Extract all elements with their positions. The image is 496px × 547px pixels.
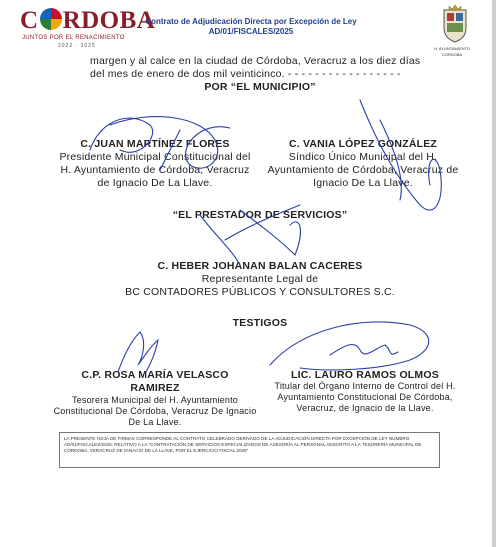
lauro-role-line-3: Veracruz, de Ignacio de la Llave. <box>296 403 434 413</box>
lauro-signature <box>270 322 429 370</box>
rosa-name-line-1: C.P. ROSA MARÍA VELASCO <box>81 369 229 381</box>
rosa-role-line-3: De La Llave. <box>128 417 182 427</box>
juan-role-line-2: H. Ayuntamiento de Córdoba, Veracruz <box>60 164 250 176</box>
vania-name: C. VANIA LÓPEZ GONZÁLEZ <box>288 138 438 150</box>
juan-role-line-3: de Ignacio De La Llave. <box>97 177 213 189</box>
vania-role-line-1: Síndico Único Municipal del H. <box>288 151 438 163</box>
municipio-heading: POR “EL MUNICIPIO” <box>204 81 316 93</box>
heber-role-line-1: Representante Legal de <box>201 273 319 285</box>
cordoba-logo: C RDOBA <box>20 7 156 34</box>
vania-role-line-2: Ayuntamiento de Córdoba, Veracruz de <box>267 164 459 176</box>
rosa-name-line-2: RAMIREZ <box>130 382 180 394</box>
footer-note: LA PRESENTE HOJA DE FIRMAS CORRESPONDE AL CONTRATO CELEBRADO DERIVADO DE LA ADJUDICACIÓN DIRECTA POR EXCEPCIÓN DE LEY NÚMERO AD/01/FISCALES/2025, RELATIVO A LA "CONTRATACIÓN DE SERVICIOS ESPECIALIZADOS DE ASESORÍA AL PERSONAL ADSCRITO A LA TESORERÍA MUNICIPAL DE CÓRDOBA, VERACRUZ DE IGNACIO DE LA LLAVE, POR EL EJERCICIO FISCAL 2025" <box>59 432 440 468</box>
contract-number: AD/01/FISCALES/2025 <box>208 27 294 36</box>
logo-o-icon <box>40 8 62 30</box>
testigos-heading: TESTIGOS <box>232 317 288 329</box>
heber-role-line-2: BC CONTADORES PÚBLICOS Y CONSULTORES S.C. <box>125 286 395 298</box>
logo-tagline: JUNTOS POR EL RENACIMIENTO <box>22 35 125 41</box>
contract-title: Contrato de Adjudicación Directa por Excepción de Ley <box>145 17 357 26</box>
seal-caption: H. AYUNTAMIENTO <box>433 46 470 51</box>
vania-role-line-3: Ignacio De La Llave. <box>313 177 413 189</box>
lauro-name: LIC. LAURO RAMOS OLMOS <box>291 369 439 381</box>
rosa-role-line-1: Tesorera Municipal del H. Ayuntamiento <box>71 395 239 405</box>
seal-caption-city: CÓRDOBA <box>441 52 463 57</box>
heber-name: C. HEBER JOHANAN BALAN CACERES <box>157 260 363 272</box>
lauro-role-line-2: Ayuntamiento Constitucional De Córdoba, <box>277 392 453 402</box>
closing-text-line-2: del mes de enero de dos mil veinticinco. - - - - - - - - - - - - - - - - - <box>90 68 401 80</box>
prestador-heading: “EL PRESTADOR DE SERVICIOS” <box>172 209 348 221</box>
rosa-role-line-2: Constitucional De Córdoba, Veracruz De Ignacio <box>53 406 257 416</box>
juan-name: C. JUAN MARTÍNEZ FLORES <box>80 138 230 150</box>
rosa-signature <box>118 332 158 372</box>
municipal-seal-icon <box>440 4 470 44</box>
logo-years: 2022 · 2025 <box>58 43 96 49</box>
juan-role-line-1: Presidente Municipal Constitucional del <box>59 151 251 163</box>
closing-text-line-1: margen y al calce en la ciudad de Córdoba, Veracruz a los diez días <box>90 55 421 67</box>
page-edge <box>492 0 496 547</box>
lauro-role-line-1: Titular del Órgano Interno de Control del H. <box>274 381 456 391</box>
